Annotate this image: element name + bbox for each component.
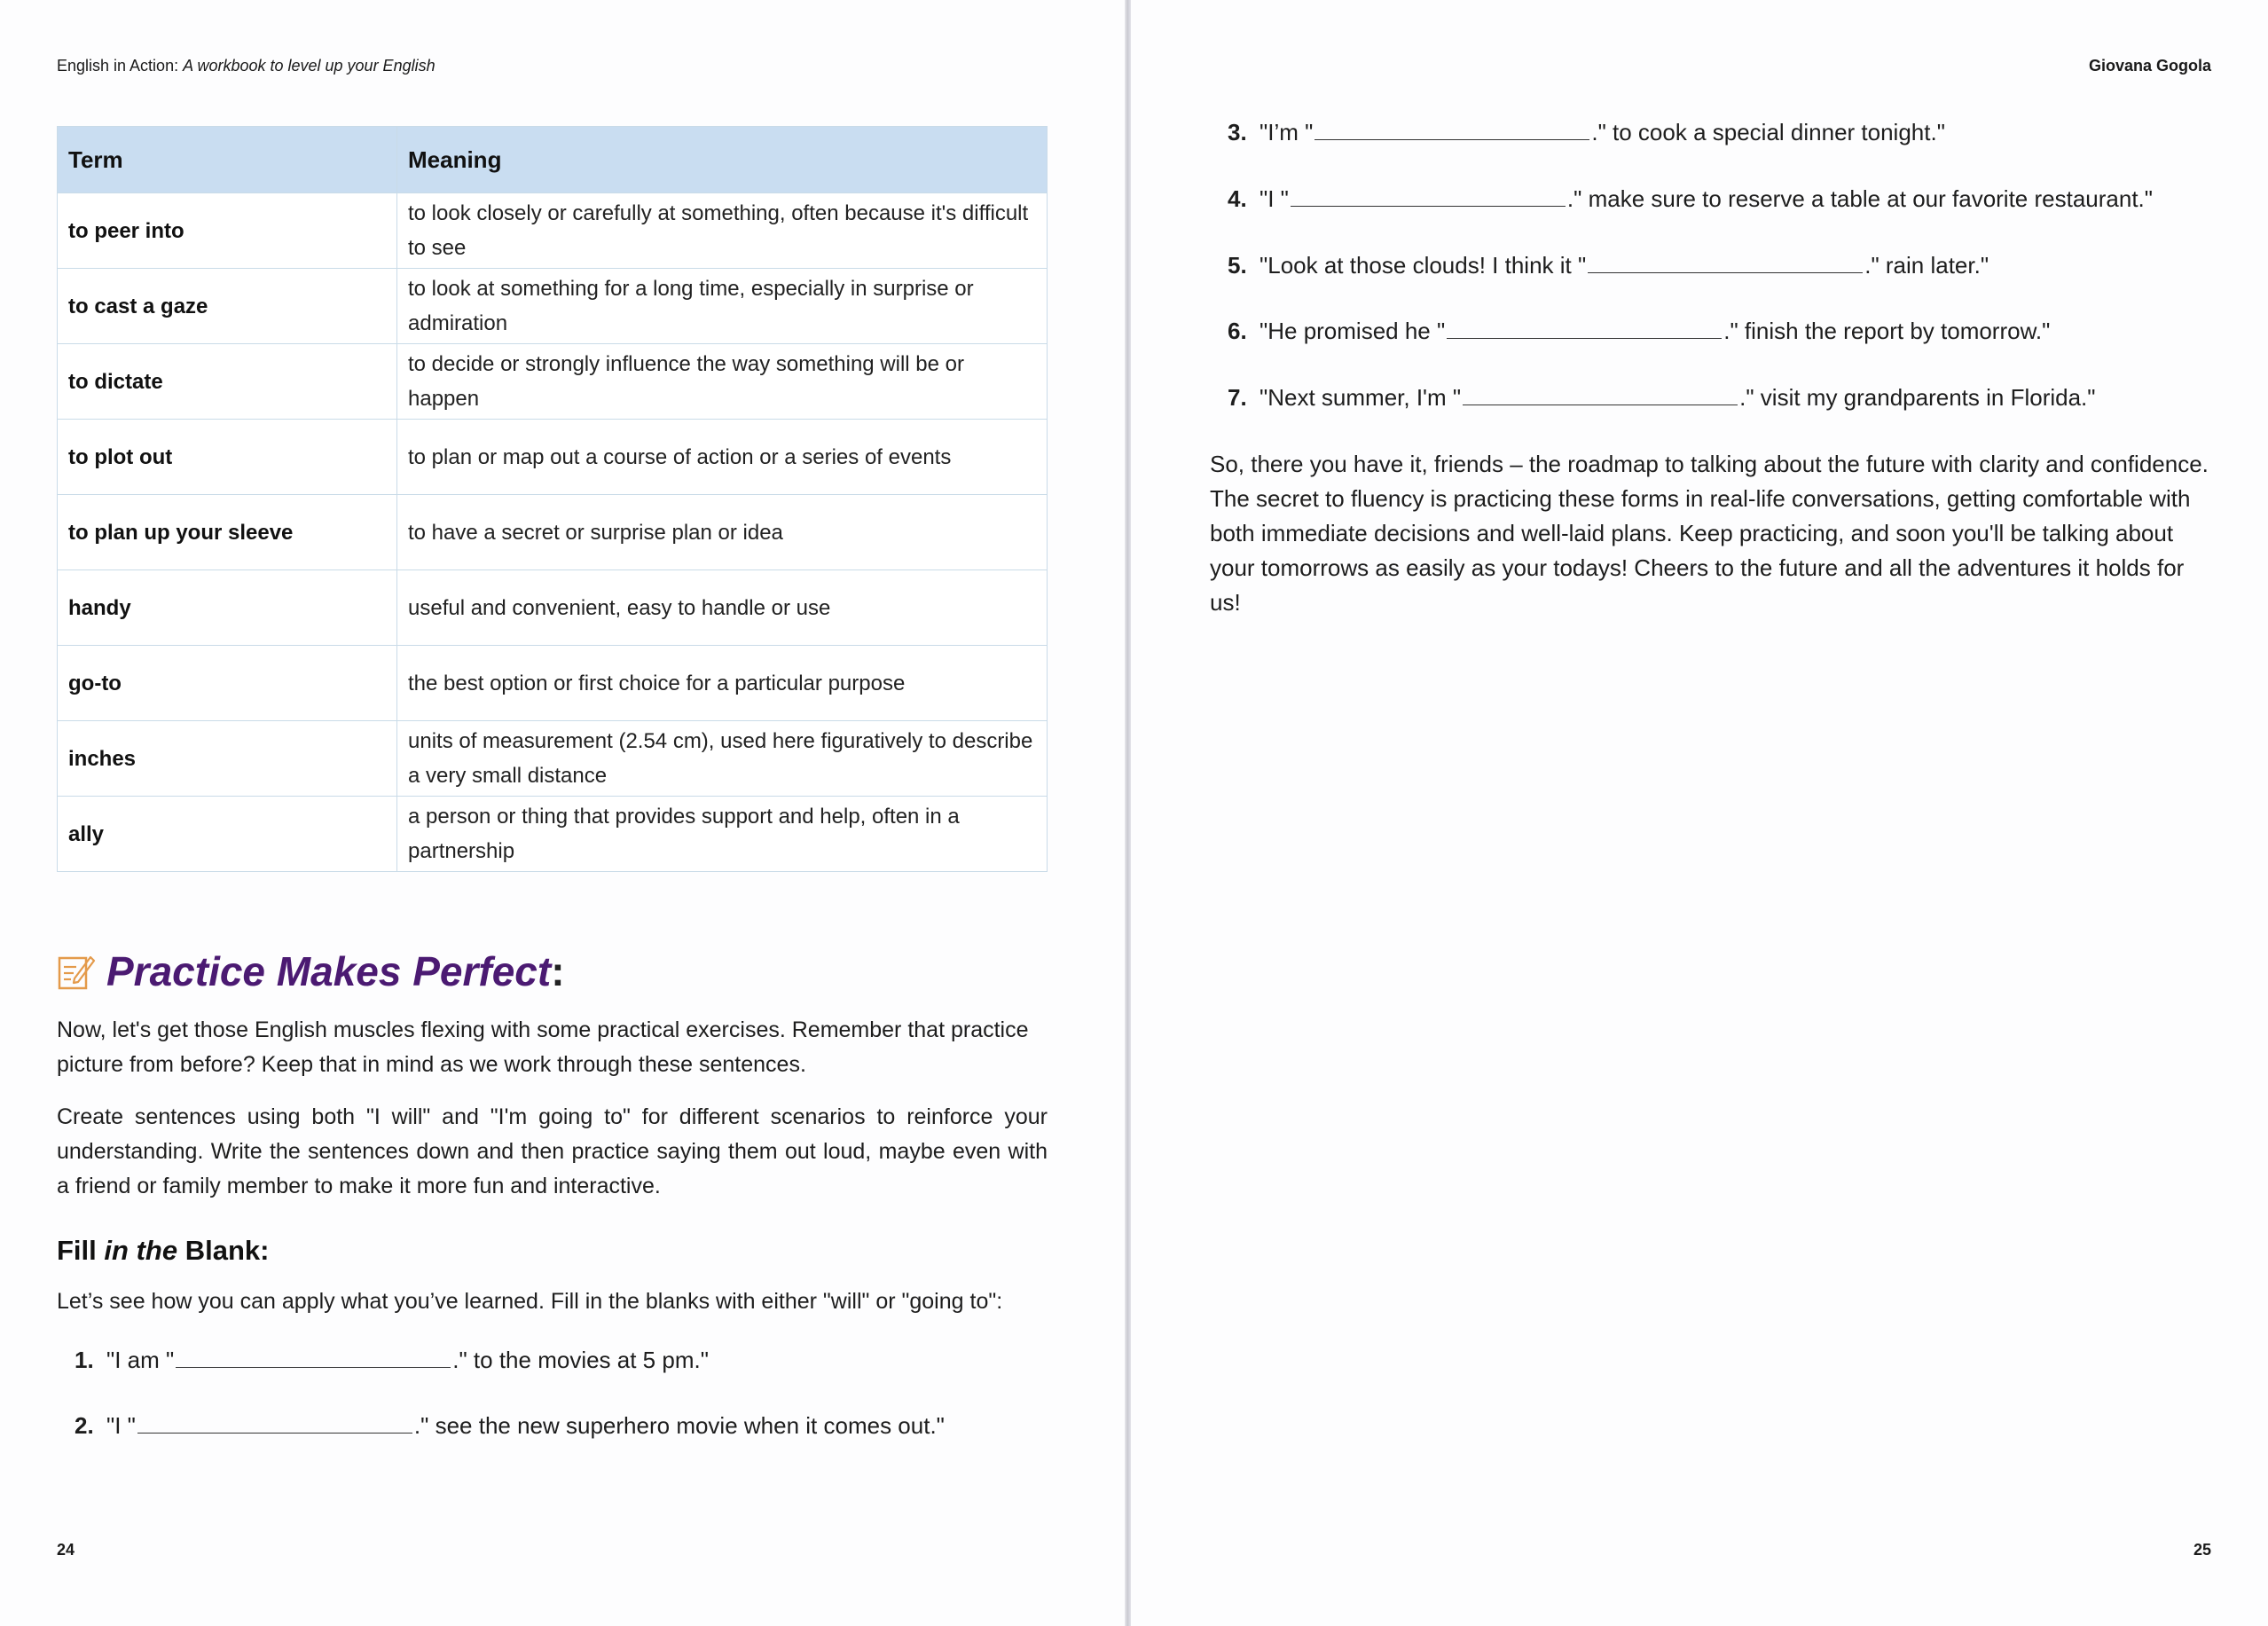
answer-blank[interactable]: [1463, 404, 1738, 405]
column-header-meaning: Meaning: [397, 127, 1048, 193]
exercise-item: [75, 1347, 709, 1374]
practice-title-colon: :: [551, 948, 565, 994]
notepad-pencil-icon: [57, 952, 96, 991]
meaning-cell: units of measurement (2.54 cm), used here figuratively to describe a very small distance: [397, 721, 1048, 797]
exercise-text-after: ." finish the report by tomorrow.": [1723, 318, 2051, 344]
table-row: [58, 646, 1048, 721]
table-row: [58, 721, 1048, 797]
exercise-number: 6.: [1228, 318, 1247, 344]
exercise-text-before: "Next summer, I'm ": [1260, 384, 1462, 411]
meaning-cell: to plan or map out a course of action or a series of events: [397, 420, 1048, 495]
term-cell: to plot out: [58, 420, 397, 495]
exercise-item: [1228, 252, 1989, 279]
answer-blank[interactable]: [137, 1432, 412, 1434]
table-row: [58, 420, 1048, 495]
exercise-text-after: ." see the new superhero movie when it comes out.": [413, 1412, 945, 1439]
exercise-text-before: "I ": [1260, 185, 1289, 212]
table-row: [58, 570, 1048, 646]
practice-intro-paragraph: Now, let's get those English muscles flexing with some practical exercises. Remember that practice picture from before? Keep that in mind as we work through these sentences.: [57, 1017, 1029, 1077]
fill-blank-intro: Let’s see how you can apply what you’ve learned. Fill in the blanks with either "will" or "going to":: [57, 1289, 1003, 1314]
column-header-term: Term: [58, 127, 397, 193]
exercise-text-after: ." to cook a special dinner tonight.": [1591, 119, 1945, 145]
exercise-text-after: ." visit my grandparents in Florida.": [1739, 384, 2096, 411]
exercise-text-before: "He promised he ": [1260, 318, 1446, 344]
exercise-text-before: "I am ": [106, 1347, 175, 1373]
table-row: [58, 797, 1048, 872]
exercise-text-before: "I ": [106, 1412, 136, 1439]
closing-paragraph: So, there you have it, friends – the roadmap to talking about the future with clarity and confidence. The secret to fluency is practicing these forms in real-life conversations, getting comfortable with both immediate decisions and well-laid plans. Keep practicing, and soon you'll be talking about your tomorrows as easily as your todays! Cheers to the future and all the adventures it holds for us!: [1210, 451, 2209, 616]
table-row: [58, 193, 1048, 269]
meaning-cell: to decide or strongly influence the way something will be or happen: [397, 344, 1048, 420]
answer-blank[interactable]: [1447, 337, 1722, 339]
exercise-item: [1228, 384, 2096, 412]
exercise-text-before: "Look at those clouds! I think it ": [1260, 252, 1587, 279]
exercise-item: [75, 1412, 945, 1440]
book-title-header: [57, 57, 436, 75]
term-cell: ally: [58, 797, 397, 872]
fill-heading-mid: in the: [104, 1235, 178, 1266]
table-row: [58, 344, 1048, 420]
meaning-cell: to have a secret or surprise plan or idea: [397, 495, 1048, 570]
fill-in-the-blank-heading: [57, 1235, 269, 1267]
exercise-text-after: ." make sure to reserve a table at our favorite restaurant.": [1566, 185, 2154, 212]
meaning-cell: the best option or first choice for a particular purpose: [397, 646, 1048, 721]
table-header-row: [58, 127, 1048, 193]
page-number-right: 25: [2193, 1541, 2211, 1559]
exercise-number: 3.: [1228, 119, 1247, 145]
meaning-cell: to look at something for a long time, especially in surprise or admiration: [397, 269, 1048, 344]
practice-instructions-paragraph: Create sentences using both "I will" and "I'm going to" for different scenarios to reinforce your understanding. Write the sentences down and then practice saying them out loud, maybe even with a friend or family member to make it more fun and interactive.: [57, 1104, 1048, 1198]
exercise-item: [1228, 119, 1945, 146]
right-page: [1131, 0, 2268, 1626]
exercise-text-after: ." rain later.": [1864, 252, 1989, 279]
answer-blank[interactable]: [1314, 138, 1589, 140]
exercise-number: 4.: [1228, 185, 1247, 212]
fill-heading-end: Blank:: [184, 1235, 270, 1266]
answer-blank[interactable]: [176, 1366, 451, 1368]
page-gutter: [1125, 0, 1131, 1626]
term-cell: to cast a gaze: [58, 269, 397, 344]
term-cell: to plan up your sleeve: [58, 495, 397, 570]
table-row: [58, 269, 1048, 344]
exercise-item: [1228, 318, 2050, 345]
term-cell: handy: [58, 570, 397, 646]
exercise-number: 1.: [75, 1347, 94, 1373]
meaning-cell: a person or thing that provides support and help, often in a partnership: [397, 797, 1048, 872]
answer-blank[interactable]: [1588, 271, 1863, 273]
author-header: Giovana Gogola: [2088, 57, 2211, 75]
term-cell: to peer into: [58, 193, 397, 269]
exercise-item: [1228, 185, 2153, 213]
practice-title: Practice Makes Perfect: [106, 948, 552, 994]
exercise-text-after: ." to the movies at 5 pm.": [452, 1347, 709, 1373]
fill-heading-start: Fill: [57, 1235, 97, 1266]
exercise-number: 7.: [1228, 384, 1247, 411]
vocabulary-table: [57, 126, 1048, 872]
exercise-number: 5.: [1228, 252, 1247, 279]
meaning-cell: useful and convenient, easy to handle or use: [397, 570, 1048, 646]
exercise-text-before: "I’m ": [1260, 119, 1314, 145]
term-cell: inches: [58, 721, 397, 797]
table-row: [58, 495, 1048, 570]
term-cell: to dictate: [58, 344, 397, 420]
exercise-number: 2.: [75, 1412, 94, 1439]
page-number-left: 24: [57, 1541, 75, 1559]
practice-heading: [57, 947, 565, 995]
answer-blank[interactable]: [1291, 205, 1566, 207]
meaning-cell: to look closely or carefully at something, often because it's difficult to see: [397, 193, 1048, 269]
book-title: English in Action:: [57, 57, 179, 75]
term-cell: go-to: [58, 646, 397, 721]
book-subtitle: A workbook to level up your English: [183, 57, 436, 75]
